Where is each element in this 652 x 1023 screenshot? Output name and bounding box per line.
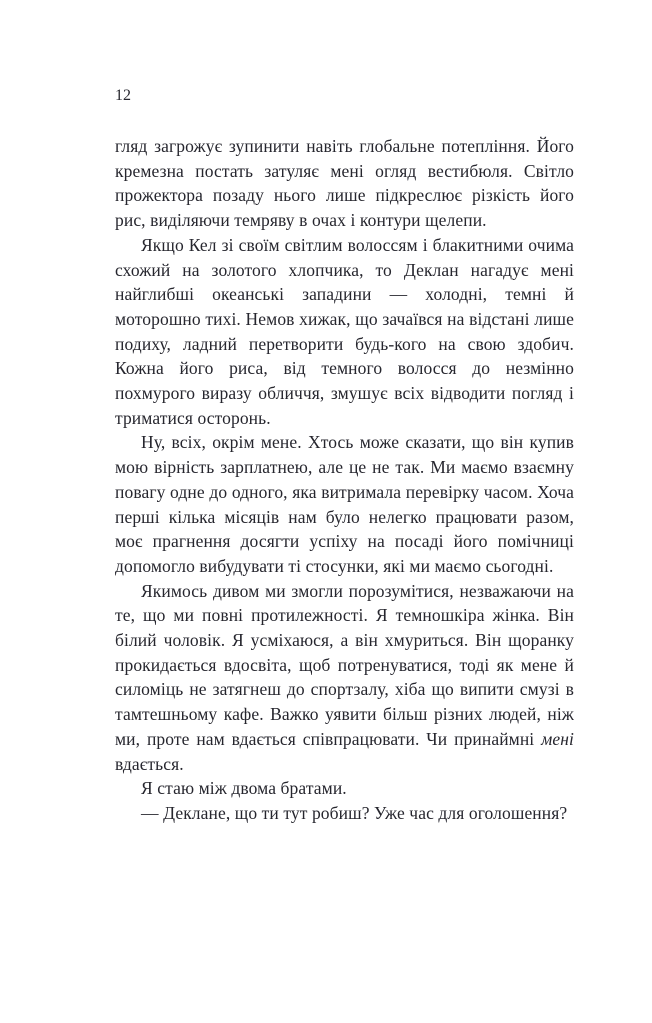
paragraph: Ну, всіх, окрім мене. Хтось може сказати, що він купив мою вірність зарплатнею, але це не так. Ми маємо взаємну повагу одне до одного, яка витримала перевірку часом. Хоча перші кілька місяців нам було нелегко працювати разом, моє прагнення досягти успіху на посаді його помічниці допомогло вибудувати ті стосунки, які ми маємо сьогодні.: [115, 432, 574, 576]
paragraph: Якщо Кел зі своїм світлим волоссям і блакитними очима схожий на золотого хлопчика, то Деклан нагадує мені найглибші океанські западини — холодні, темні й моторошно тихі. Немов хижак, що зачаївся на відстані лише подиху, ладний перетворити будь-кого на свою здобич. Кожна його риса, від темного волосся до незмінно похмурого виразу обличчя, змушує всіх відводити погляд і триматися осторонь.: [115, 234, 574, 428]
paragraph-text: вдається.: [115, 753, 184, 774]
paragraph: Я стаю між двома братами.: [141, 778, 347, 799]
paragraph: — Деклане, що ти тут робиш? Уже час для оголошення?: [141, 802, 568, 823]
text-block: [115, 134, 574, 826]
paragraph-text: Якимось дивом ми змогли порозумітися, незважаючи на те, що ми повні протилежності. Я темношкіра жінка. Він білий чоловік. Я усміхаюся, а він хмуриться. Він щоранку прокидається вдосвіта, щоб потренуватися, тоді як мене й силоміць не затягнеш до спортзалу, хіба що випити смузі в тамтешньому кафе. Важко уявити більш різних людей, ніж ми, проте нам вдається співпрацювати. Чи принаймні: [115, 580, 574, 749]
emphasized-word: мені: [541, 728, 574, 749]
page-number: 12: [115, 87, 131, 104]
paragraph: гляд загрожує зупинити навіть глобальне потепління. Його кремезна постать затуляє мені огляд вестибюля. Світло прожектора позаду нього лише підкреслює різкість його рис, виділяючи темряву в очах і контури щелепи.: [115, 136, 574, 231]
paragraph: [115, 579, 574, 777]
